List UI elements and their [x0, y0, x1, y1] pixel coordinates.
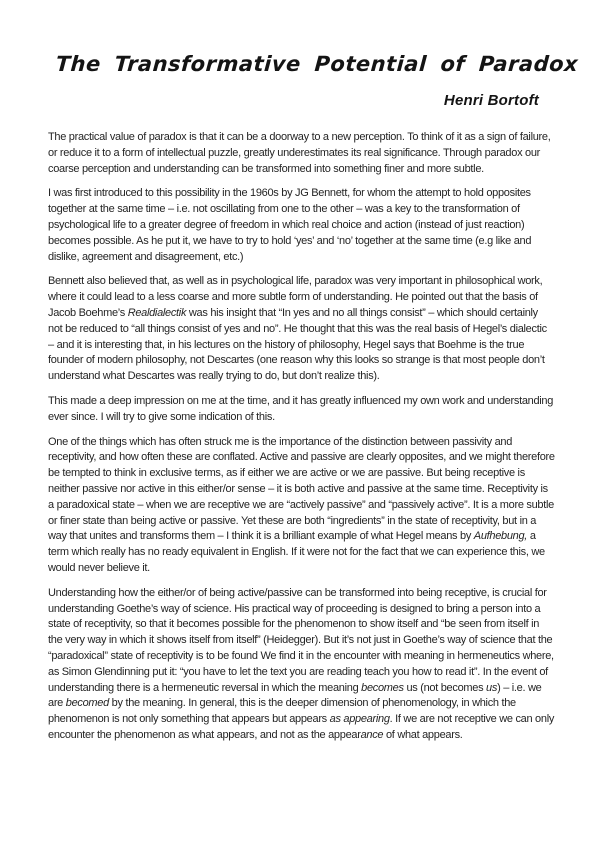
text-run: Bennett also believed that, as well as in psychological life, paradox was very important in philosophical work, where it could lead to a less coarse and more subtle form of understanding. He pointed out that the basis of Jacob Boehme’s	[48, 275, 543, 319]
text-run: I was first introduced to this possibility in the 1960s by JG Bennett, for whom the attempt to hold opposites together at the same time – i.e. not oscillating from one to the other – was a key to the transformation of psychological life to a greater degree of freedom in which real choice and action (instead of just reaction) becomes possible. As he put it, we have to try to hold ‘yes’ and ‘no’ together at the same time (e.g like and dislike, agreement and disagreement, etc.)	[48, 187, 532, 263]
paragraph	[48, 435, 555, 577]
text-run: ) – i.e. we are	[48, 681, 542, 710]
text-run: of what appears.	[383, 728, 463, 741]
italic-run: Aufhebung,	[473, 530, 528, 543]
text-run: a term which really has no ready equivalent in English. If it were not for the fact that we can experience this, we would never believe it.	[48, 530, 545, 574]
text-run: Understanding how the either/or of being active/passive can be transformed into being receptive, is crucial for understanding Goethe’s way of science. His practical way of proceeding is designed to bring a person into a state of receptivity, so that it becomes possible for the phenomenon to show itself and “be seen from itself in the very way in which it shows itself from itself” (Heidegger). But it’s not just in Goethe’s way of science that the “paradoxical” state of receptivity is to be found We find it in the encounter with meaning in hermeneutics where, as Simon Glendinning put it: “you have to let the text you are reading teach you how to read it”. In the event of understanding there is a hermeneutic reversal in which the meaning	[48, 586, 554, 694]
paragraph	[48, 130, 555, 177]
italic-run: ance	[360, 728, 384, 741]
text-run: The practical value of paradox is that it can be a doorway to a new perception. To think of it as a sign of failure, or reduce it to a form of intellectual puzzle, greatly underestimates its real significance. Through paradox our coarse perception and understanding can be transformed into something finer and more subtle.	[48, 131, 551, 175]
text-run: One of the things which has often struck me is the importance of the distinction between passivity and receptivity, and how often these are conflated. Active and passive are clearly opposites, and we might therefore be tempted to think in exclusive terms, as if either we are active or we are passive. But being receptive is neither passive nor active in this either/or sense – it is both active and passive at the same time. Receptivity is a paradoxical state – when we are receptive we are “actively passive” and “passively active”. It is a more subtle or finer state than being active or passive. Yet these are both “ingredients” in the state of receptivity, but in a way that unites and transforms them – I think it is a brilliant example of what Hegel means by	[48, 435, 555, 543]
italic-run: becomed	[65, 697, 109, 710]
text-run: . If we are not receptive we can only encounter the phenomenon as what appears, and not as the appear	[48, 713, 555, 741]
italic-run: as appearing	[329, 713, 390, 726]
document-title: The Transformative Potential of Paradox	[55, 52, 580, 76]
italic-run: Realdialectik	[127, 306, 187, 319]
paragraph	[48, 186, 555, 265]
text-run: by the meaning. In general, this is the deeper dimension of phenomenology, in which the phenomenon is not only something that appears but appears	[48, 697, 516, 726]
document-body	[48, 130, 555, 744]
paragraph	[48, 274, 555, 385]
paragraph	[48, 394, 555, 426]
text-run: was his insight that “In yes and no all things consist” – which should certainly not be reduced to “all things consist of yes and no”. He thought that this was the real basis of Hegel’s dialectic – and it is interesting that, in his lectures on the history of philosophy, Hegel says that Boehme is the true founder of modern philosophy, not Descartes (one reason why this looks so strange is that most people don’t understand what Descartes was really trying to do, but don’t realize this).	[48, 306, 547, 383]
text-run: This made a deep impression on me at the time, and it has greatly influenced my own work and understanding ever since. I will try to give some indication of this.	[48, 394, 554, 423]
paragraph	[48, 586, 555, 744]
text-run: us (not becomes	[403, 681, 487, 694]
author-byline: Henri Bortoft	[443, 92, 539, 109]
italic-run: us	[486, 681, 498, 694]
italic-run: becomes	[361, 681, 404, 694]
